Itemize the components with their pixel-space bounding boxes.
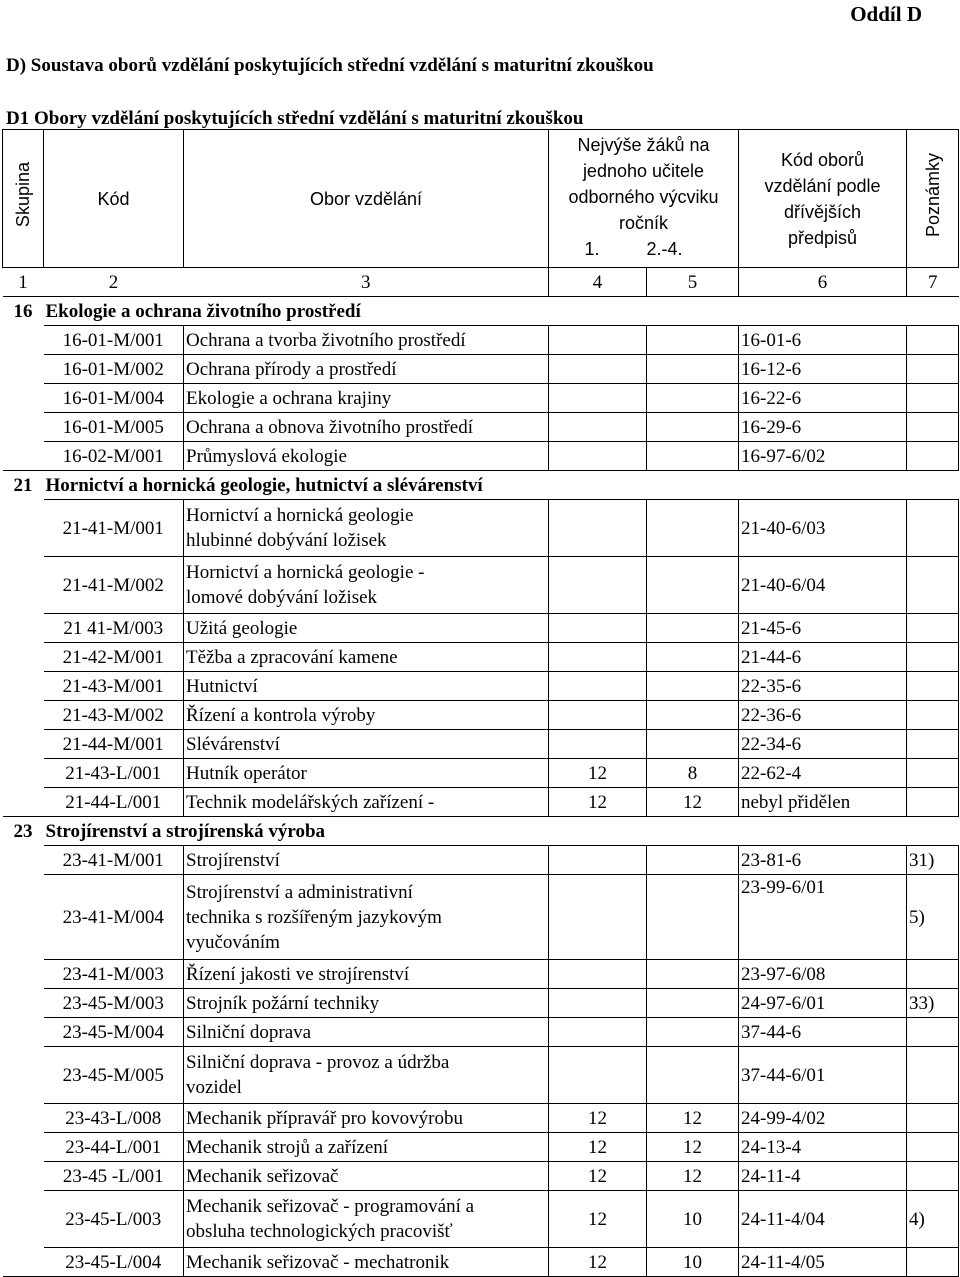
note-cell xyxy=(907,557,959,614)
old-code-cell: 16-97-6/02 xyxy=(739,442,907,471)
obor-cell xyxy=(184,442,549,471)
note-cell xyxy=(907,730,959,759)
rocnik1-cell xyxy=(549,1018,647,1047)
kod-cell: 23-41-M/001 xyxy=(44,846,184,875)
obor-line: Hutnictví xyxy=(186,675,258,697)
rocnik2-4-cell: 12 xyxy=(647,1162,739,1191)
rocnik2-4-cell: 10 xyxy=(647,1191,739,1248)
rocnik2-4-cell xyxy=(647,989,739,1018)
group-title: Ekologie a ochrana životního prostředí xyxy=(44,297,959,326)
obor-line: Průmyslová ekologie xyxy=(186,445,347,467)
skupina-cell xyxy=(3,442,44,471)
obor-line: Mechanik seřizovač - mechatronik xyxy=(186,1251,450,1273)
table-row xyxy=(3,1133,959,1162)
rocnik1-cell: 12 xyxy=(549,1248,647,1277)
table-row xyxy=(3,1191,959,1248)
rocnik1-cell: 12 xyxy=(549,1191,647,1248)
group-title: Hornictví a hornická geologie, hutnictví a slévárenství xyxy=(44,471,959,500)
table-row xyxy=(3,846,959,875)
rocnik1-cell: 12 xyxy=(549,759,647,788)
rocnik1-cell xyxy=(549,442,647,471)
obor-line: vyučováním xyxy=(186,931,280,953)
skupina-cell xyxy=(3,1191,44,1248)
col-num-1: 1 xyxy=(3,268,44,297)
kod-cell: 23-45-L/003 xyxy=(44,1191,184,1248)
skupina-cell xyxy=(3,1162,44,1191)
group-number: 21 xyxy=(3,471,44,500)
obor-cell xyxy=(184,960,549,989)
obor-line: Hornictví a hornická geologie - xyxy=(186,562,425,583)
rocnik1-cell: 12 xyxy=(549,1104,647,1133)
skupina-cell xyxy=(3,730,44,759)
old-code-cell: 21-40-6/04 xyxy=(739,557,907,614)
old-code-cell: 37-44-6/01 xyxy=(739,1047,907,1104)
skupina-cell xyxy=(3,326,44,355)
rocnik1-cell xyxy=(549,355,647,384)
skupina-cell xyxy=(3,1248,44,1277)
rocnik1-cell xyxy=(549,384,647,413)
old-code-cell: 16-12-6 xyxy=(739,355,907,384)
header-kod-oboru-line4: předpisů xyxy=(787,227,858,248)
kod-cell: 23-43-L/008 xyxy=(44,1104,184,1133)
skupina-cell xyxy=(3,614,44,643)
kod-cell: 21-43-M/001 xyxy=(44,672,184,701)
kod-cell: 16-02-M/001 xyxy=(44,442,184,471)
header-zaci-line4: ročník xyxy=(618,213,669,233)
old-code-cell: 21-44-6 xyxy=(739,643,907,672)
table-row xyxy=(3,384,959,413)
rocnik1-cell xyxy=(549,846,647,875)
kod-cell: 23-45-M/003 xyxy=(44,989,184,1018)
rocnik1-cell xyxy=(549,701,647,730)
old-code-cell: 37-44-6 xyxy=(739,1018,907,1047)
rocnik1-cell xyxy=(549,557,647,614)
note-cell xyxy=(907,1133,959,1162)
obor-line: Ochrana a tvorba životního prostředí xyxy=(186,329,466,351)
kod-cell: 21-44-L/001 xyxy=(44,788,184,817)
obor-line: Strojírenství a administrativní xyxy=(186,881,413,903)
obor-cell xyxy=(184,1248,549,1277)
group-number: 23 xyxy=(3,817,44,846)
obor-cell xyxy=(184,788,549,817)
rocnik1-cell xyxy=(549,672,647,701)
table-row xyxy=(3,355,959,384)
table-row xyxy=(3,1018,959,1047)
obor-cell xyxy=(184,1162,549,1191)
obor-cell xyxy=(184,614,549,643)
skupina-cell xyxy=(3,500,44,557)
obor-line: Slévárenství xyxy=(186,733,280,755)
obor-line: Hornictví a hornická geologie xyxy=(186,505,414,526)
old-code-cell: 16-29-6 xyxy=(739,413,907,442)
col-num-6: 6 xyxy=(739,268,907,297)
obor-cell xyxy=(184,355,549,384)
header-skupina xyxy=(3,130,44,268)
rocnik2-4-cell xyxy=(647,614,739,643)
rocnik2-4-cell xyxy=(647,730,739,759)
table-row xyxy=(3,1162,959,1191)
rocnik2-4-cell xyxy=(647,1018,739,1047)
obor-cell xyxy=(184,701,549,730)
kod-cell: 23-41-M/003 xyxy=(44,960,184,989)
kod-cell: 21-44-M/001 xyxy=(44,730,184,759)
col-num-5: 5 xyxy=(647,268,739,297)
obor-cell xyxy=(184,643,549,672)
rocnik2-4-cell xyxy=(647,1047,739,1104)
note-cell xyxy=(907,759,959,788)
skupina-cell xyxy=(3,759,44,788)
kod-cell: 21 41-M/003 xyxy=(44,614,184,643)
obor-line: vozidel xyxy=(186,1077,242,1098)
rocnik2-4-cell: 12 xyxy=(647,1104,739,1133)
note-cell xyxy=(907,1104,959,1133)
obor-line: hlubinné dobývání ložisek xyxy=(186,530,387,551)
kod-cell: 23-45-L/004 xyxy=(44,1248,184,1277)
obor-cell xyxy=(184,989,549,1018)
obor-line: Ochrana a obnova životního prostředí xyxy=(186,416,474,438)
note-cell xyxy=(907,1162,959,1191)
obor-line: Řízení a kontrola výroby xyxy=(186,704,376,726)
skupina-cell xyxy=(3,788,44,817)
obor-cell xyxy=(184,1104,549,1133)
obor-line: technika s rozšířeným jazykovým xyxy=(186,906,442,928)
skupina-cell xyxy=(3,413,44,442)
column-number-row xyxy=(3,268,959,297)
group-number: 16 xyxy=(3,297,44,326)
obor-cell xyxy=(184,557,549,614)
skupina-cell xyxy=(3,846,44,875)
table-row xyxy=(3,413,959,442)
group-title: Strojírenství a strojírenská výroba xyxy=(44,817,959,846)
table-row xyxy=(3,326,959,355)
rocnik2-4-cell: 10 xyxy=(647,1248,739,1277)
old-code-cell: 22-36-6 xyxy=(739,701,907,730)
kod-cell: 16-01-M/002 xyxy=(44,355,184,384)
obor-cell xyxy=(184,500,549,557)
note-cell xyxy=(907,413,959,442)
obor-cell xyxy=(184,1047,549,1104)
note-cell xyxy=(907,384,959,413)
old-code-cell: 23-81-6 xyxy=(739,846,907,875)
skupina-cell xyxy=(3,1133,44,1162)
skupina-label: Skupina xyxy=(13,162,33,228)
note-cell xyxy=(907,960,959,989)
skupina-cell xyxy=(3,875,44,960)
note-cell xyxy=(907,442,959,471)
note-cell xyxy=(907,1018,959,1047)
rocnik2-4-cell xyxy=(647,442,739,471)
note-cell: 5) xyxy=(907,875,959,960)
table-row xyxy=(3,960,959,989)
col-num-2: 2 xyxy=(44,268,184,297)
note-cell xyxy=(907,1248,959,1277)
kod-cell: 16-01-M/004 xyxy=(44,384,184,413)
kod-cell: 23-44-L/001 xyxy=(44,1133,184,1162)
obor-cell xyxy=(184,672,549,701)
table-row xyxy=(3,730,959,759)
rocnik2-4-cell xyxy=(647,960,739,989)
kod-cell: 21-42-M/001 xyxy=(44,643,184,672)
header-zaci-line3: odborného výcviku xyxy=(568,187,719,207)
old-code-cell: 22-35-6 xyxy=(739,672,907,701)
skupina-cell xyxy=(3,384,44,413)
obor-line: Technik modelářských zařízení - xyxy=(186,791,435,813)
old-code-cell: 24-11-4/05 xyxy=(739,1248,907,1277)
kod-cell: 16-01-M/005 xyxy=(44,413,184,442)
skupina-cell xyxy=(3,1018,44,1047)
obory-table xyxy=(2,129,959,1277)
col-num-3: 3 xyxy=(184,268,549,297)
kod-cell: 16-01-M/001 xyxy=(44,326,184,355)
old-code-cell: 22-62-4 xyxy=(739,759,907,788)
note-cell xyxy=(907,701,959,730)
old-code-cell: 23-97-6/08 xyxy=(739,960,907,989)
group-row xyxy=(3,471,959,500)
header-zaci-line2: jednoho učitele xyxy=(582,161,705,181)
note-cell xyxy=(907,326,959,355)
obor-line: lomové dobývání ložisek xyxy=(186,587,378,608)
obor-cell xyxy=(184,413,549,442)
old-code-cell: 24-11-4/04 xyxy=(739,1191,907,1248)
table-row xyxy=(3,442,959,471)
table-row xyxy=(3,989,959,1018)
obor-line: Užitá geologie xyxy=(186,617,298,639)
note-cell xyxy=(907,1047,959,1104)
note-cell: 4) xyxy=(907,1191,959,1248)
rocnik1-cell xyxy=(549,500,647,557)
skupina-cell xyxy=(3,557,44,614)
obor-line: Hutník operátor xyxy=(186,762,307,784)
rocnik2-4-cell xyxy=(647,672,739,701)
kod-cell: 23-45-M/005 xyxy=(44,1047,184,1104)
rocnik2-4-cell xyxy=(647,413,739,442)
note-cell xyxy=(907,788,959,817)
rocnik2-4-cell: 8 xyxy=(647,759,739,788)
rocnik1-cell xyxy=(549,960,647,989)
kod-cell: 23-41-M/004 xyxy=(44,875,184,960)
rocnik1-cell xyxy=(549,875,647,960)
obor-line: Mechanik seřizovač xyxy=(186,1165,339,1187)
obor-cell xyxy=(184,326,549,355)
obor-cell xyxy=(184,759,549,788)
obor-line: Mechanik přípravář pro kovovýrobu xyxy=(186,1107,464,1129)
skupina-cell xyxy=(3,672,44,701)
rocnik1-cell xyxy=(549,989,647,1018)
rocnik1-cell xyxy=(549,1047,647,1104)
header-kod: Kód xyxy=(44,130,184,268)
kod-cell: 21-41-M/002 xyxy=(44,557,184,614)
note-cell xyxy=(907,643,959,672)
old-code-cell: 24-13-4 xyxy=(739,1133,907,1162)
old-code-cell: 21-45-6 xyxy=(739,614,907,643)
skupina-cell xyxy=(3,1104,44,1133)
rocnik2-4-cell xyxy=(647,355,739,384)
old-code-cell: 24-99-4/02 xyxy=(739,1104,907,1133)
rocnik2-4-cell xyxy=(647,875,739,960)
header-zaci-line1: Nejvýše žáků na xyxy=(577,135,710,155)
rocnik1-cell xyxy=(549,730,647,759)
col-num-4: 4 xyxy=(549,268,647,297)
sub-heading: D1 Obory vzdělání poskytujících střední vzdělání s maturitní zkouškou xyxy=(6,108,584,129)
old-code-cell: 22-34-6 xyxy=(739,730,907,759)
table-row xyxy=(3,1248,959,1277)
obor-cell xyxy=(184,1018,549,1047)
skupina-cell xyxy=(3,355,44,384)
obor-line: Řízení jakosti ve strojírenství xyxy=(186,963,410,985)
rocnik2-4-cell xyxy=(647,384,739,413)
table-row xyxy=(3,759,959,788)
old-code-cell: 16-22-6 xyxy=(739,384,907,413)
table-row xyxy=(3,614,959,643)
obor-cell xyxy=(184,730,549,759)
table-row xyxy=(3,500,959,557)
obor-line: Strojník požární techniky xyxy=(186,992,380,1014)
obor-line: Ochrana přírody a prostředí xyxy=(186,358,397,380)
rocnik2-4-cell: 12 xyxy=(647,1133,739,1162)
rocnik1-cell: 12 xyxy=(549,1133,647,1162)
table-row xyxy=(3,557,959,614)
kod-cell: 21-43-M/002 xyxy=(44,701,184,730)
header-obor: Obor vzdělání xyxy=(184,130,549,268)
section-label: Oddíl D xyxy=(850,2,922,26)
skupina-cell xyxy=(3,643,44,672)
rocnik1-cell xyxy=(549,326,647,355)
obor-line: obsluha technologických pracovišť xyxy=(186,1221,453,1242)
note-cell xyxy=(907,614,959,643)
table-row xyxy=(3,788,959,817)
kod-cell: 21-41-M/001 xyxy=(44,500,184,557)
table-row xyxy=(3,1047,959,1104)
kod-cell: 23-45-M/004 xyxy=(44,1018,184,1047)
header-kod-oboru-line1: Kód oborů xyxy=(780,149,865,170)
kod-cell: 23-45 -L/001 xyxy=(44,1162,184,1191)
obor-cell xyxy=(184,1191,549,1248)
obor-line: Silniční doprava - provoz a údržba xyxy=(186,1052,450,1073)
table-row xyxy=(3,875,959,960)
rocnik2-4-cell xyxy=(647,557,739,614)
header-rocnik-1: 1. xyxy=(584,239,600,259)
table-row xyxy=(3,1104,959,1133)
obor-line: Těžba a zpracování kamene xyxy=(186,646,398,668)
table-row xyxy=(3,701,959,730)
header-kod-oboru xyxy=(739,130,907,268)
note-cell xyxy=(907,500,959,557)
obor-cell xyxy=(184,875,549,960)
rocnik2-4-cell: 12 xyxy=(647,788,739,817)
header-zaci xyxy=(549,130,739,268)
old-code-cell: 16-01-6 xyxy=(739,326,907,355)
header-poznamky xyxy=(907,130,959,268)
old-code-cell: 24-11-4 xyxy=(739,1162,907,1191)
rocnik2-4-cell xyxy=(647,701,739,730)
skupina-cell xyxy=(3,1047,44,1104)
table-row xyxy=(3,672,959,701)
rocnik1-cell: 12 xyxy=(549,788,647,817)
note-cell xyxy=(907,355,959,384)
obor-line: Strojírenství xyxy=(186,849,280,871)
rocnik2-4-cell xyxy=(647,643,739,672)
table-row xyxy=(3,643,959,672)
col-num-7: 7 xyxy=(907,268,959,297)
poznamky-label: Poznámky xyxy=(922,152,943,238)
note-cell xyxy=(907,672,959,701)
obor-line: Silniční doprava xyxy=(186,1021,312,1043)
skupina-cell xyxy=(3,701,44,730)
obor-line: Mechanik strojů a zařízení xyxy=(186,1136,389,1158)
table-body xyxy=(3,268,959,1277)
rocnik2-4-cell xyxy=(647,500,739,557)
rocnik1-cell: 12 xyxy=(549,1162,647,1191)
obor-line: Mechanik seřizovač - programování a xyxy=(186,1196,475,1217)
rocnik1-cell xyxy=(549,614,647,643)
note-cell: 33) xyxy=(907,989,959,1018)
header-kod-oboru-line2: vzdělání podle xyxy=(764,175,881,196)
old-code-cell: 21-40-6/03 xyxy=(739,500,907,557)
group-row xyxy=(3,817,959,846)
header-rocnik-2-4: 2.-4. xyxy=(646,239,683,259)
group-row xyxy=(3,297,959,326)
old-code-cell: 24-97-6/01 xyxy=(739,989,907,1018)
header-kod-oboru-line3: dřívějších xyxy=(783,201,862,222)
obor-cell xyxy=(184,384,549,413)
rocnik2-4-cell xyxy=(647,846,739,875)
rocnik2-4-cell xyxy=(647,326,739,355)
rocnik1-cell xyxy=(549,643,647,672)
obor-cell xyxy=(184,846,549,875)
main-heading: D) Soustava oborů vzdělání poskytujících střední vzdělání s maturitní zkouškou xyxy=(6,55,654,76)
obor-cell xyxy=(184,1133,549,1162)
note-cell: 31) xyxy=(907,846,959,875)
obor-line: Ekologie a ochrana krajiny xyxy=(186,387,392,409)
header-row xyxy=(3,130,959,268)
old-code-cell: nebyl přidělen xyxy=(739,788,907,817)
old-code-cell: 23-99-6/01 xyxy=(739,875,907,960)
rocnik1-cell xyxy=(549,413,647,442)
skupina-cell xyxy=(3,989,44,1018)
kod-cell: 21-43-L/001 xyxy=(44,759,184,788)
skupina-cell xyxy=(3,960,44,989)
